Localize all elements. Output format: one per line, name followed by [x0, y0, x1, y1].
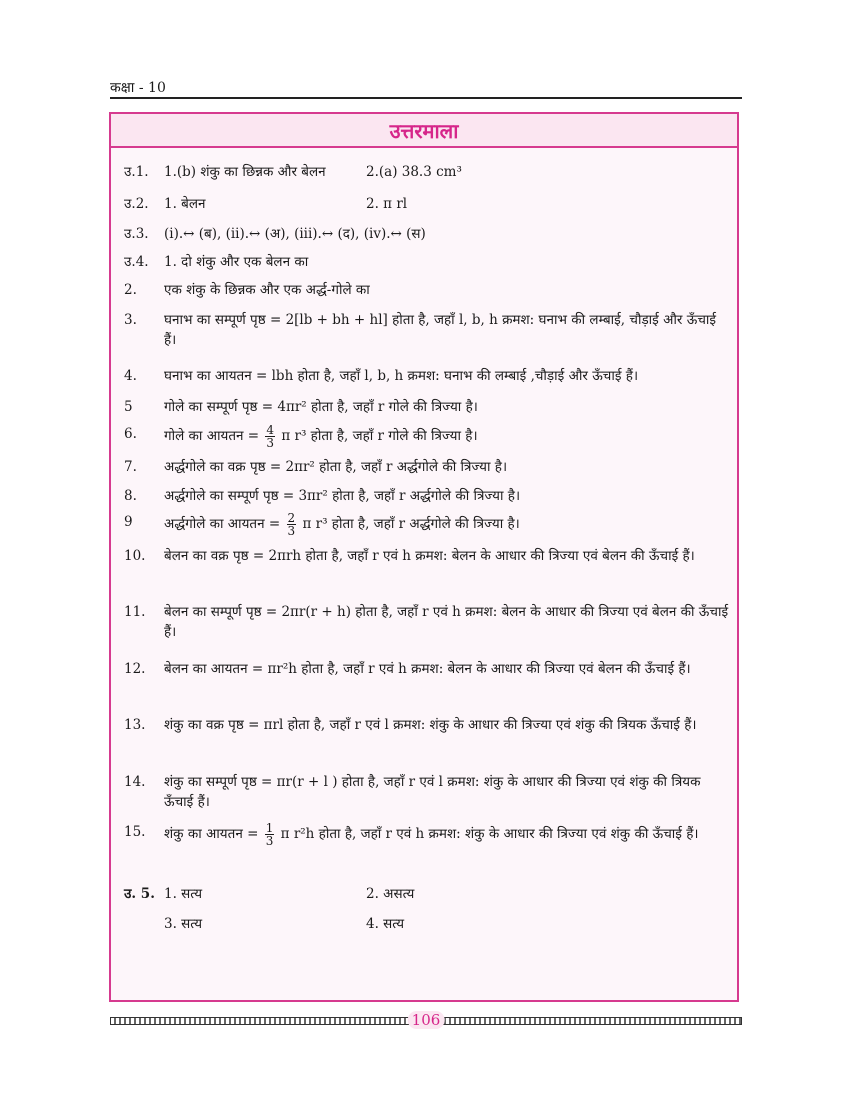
formula-prefix: शंकु का आयतन =: [164, 826, 259, 842]
row-text: [164, 822, 730, 847]
header-rule: [110, 97, 742, 99]
row-number: 9: [124, 514, 133, 530]
row-text: अर्द्धगोले का सम्पूर्ण पृष्ठ = 3πr² होता है, जहाँ r अर्द्धगोले की त्रिज्या है।: [164, 488, 521, 504]
page-number: 106: [408, 1011, 445, 1029]
fraction-numerator: 2: [287, 511, 296, 525]
fraction: [287, 512, 297, 537]
fraction-denominator: 3: [266, 436, 275, 450]
row-text: शंकु का वक्र पृष्ठ = πrl होता है, जहाँ r एवं l क्रमश: शंकु के आधार की त्रिज्या एवं शंकु की त्रियक ऊँचाई हैं।: [164, 717, 697, 733]
row-number: 12.: [124, 661, 146, 677]
row-text: (i).↔ (ब), (ii).↔ (अ), (iii).↔ (द), (iv).↔ (स): [164, 226, 426, 242]
row-text: घनाभ का आयतन = lbh होता है, जहाँ l, b, h क्रमश: घनाभ की लम्बाई ,चौड़ाई और ऊँचाई हैं।: [164, 368, 639, 384]
row-text: एक शंकु के छिन्नक और एक अर्द्ध-गोले का: [164, 282, 370, 298]
row-text: बेलन का वक्र पृष्ठ = 2πrh होता है, जहाँ r एवं h क्रमश: बेलन के आधार की त्रिज्या एवं बेलन की ऊँचाई हैं।: [164, 548, 695, 564]
row-number: 8.: [124, 488, 137, 504]
row-text: 1.(b) शंकु का छिन्नक और बेलन: [164, 164, 326, 180]
title-bar: [111, 114, 737, 148]
row-text: घनाभ का सम्पूर्ण पृष्ठ = 2[lb + bh + hl] होता है, जहाँ l, b, h क्रमश: घनाभ की लम्बाई, चौड़ाई और ऊँचाई हैं।: [164, 312, 717, 348]
row-number: 2.: [124, 282, 137, 298]
q5-item: 3. सत्य: [164, 916, 203, 932]
row-number: 3.: [124, 312, 137, 328]
row-text: अर्द्धगोले का वक्र पृष्ठ = 2πr² होता है, जहाँ r अर्द्धगोले की त्रिज्या है।: [164, 459, 508, 475]
answer-key-title: उत्तरमाला: [389, 118, 459, 143]
fraction-numerator: 1: [265, 821, 274, 835]
fraction: [265, 424, 275, 449]
row-number: उ.4.: [124, 254, 149, 270]
row-text: गोले का सम्पूर्ण पृष्ठ = 4πr² होता है, जहाँ r गोले की त्रिज्या है।: [164, 399, 478, 415]
row-number: 14.: [124, 774, 146, 790]
row-number: 7.: [124, 459, 137, 475]
fraction-numerator: 4: [266, 423, 275, 437]
row-number: उ.2.: [124, 196, 149, 212]
row-text: 1. बेलन: [164, 196, 206, 212]
formula-suffix: π r³ होता है, जहाँ r अर्द्धगोले की त्रिज्या है।: [302, 516, 520, 532]
fraction-denominator: 3: [287, 524, 296, 538]
row-text: [164, 424, 730, 449]
class-header: कक्षा - 10: [110, 80, 166, 96]
q5-item: 4. सत्य: [366, 916, 405, 932]
q5-item: 1. सत्य: [164, 886, 203, 902]
row-number: उ.1.: [124, 164, 149, 180]
row-text: [164, 512, 730, 537]
row-number: उ.3.: [124, 226, 149, 242]
row-col2: 2.(a) 38.3 cm³: [366, 164, 462, 180]
fraction: [265, 822, 275, 847]
row-number: 11.: [124, 604, 146, 620]
row-text: 1. दो शंकु और एक बेलन का: [164, 254, 309, 270]
formula-prefix: अर्द्धगोले का आयतन =: [164, 516, 281, 532]
page-footer: [110, 1011, 742, 1029]
row-number: 10.: [124, 548, 146, 564]
row-text: बेलन का आयतन = πr²h होता है, जहाँ r एवं h क्रमश: बेलन के आधार की त्रिज्या एवं बेलन की ऊँचाई हैं।: [164, 661, 691, 677]
q5-item: 2. असत्य: [366, 886, 415, 902]
formula-suffix: π r²h होता है, जहाँ r एवं h क्रमश: शंकु के आधार की त्रिज्या एवं शंकु की ऊँचाई हैं।: [280, 826, 699, 842]
row-number: उ. 5.: [124, 886, 155, 902]
row-text: बेलन का सम्पूर्ण पृष्ठ = 2πr(r + h) होता है, जहाँ r एवं h क्रमश: बेलन के आधार की त्रिज्या एवं बेलन की ऊँचाई हैं।: [164, 604, 729, 640]
formula-prefix: गोले का आयतन =: [164, 428, 260, 444]
row-number: 6.: [124, 426, 137, 442]
row-number: 5: [124, 399, 133, 415]
answer-box: [109, 112, 739, 1002]
row-number: 15.: [124, 824, 146, 840]
row-number: 13.: [124, 717, 146, 733]
row-number: 4.: [124, 368, 137, 384]
row-col2: 2. π rl: [366, 196, 408, 212]
fraction-denominator: 3: [265, 834, 274, 848]
row-text: शंकु का सम्पूर्ण पृष्ठ = πr(r + l ) होता है, जहाँ r एवं l क्रमश: शंकु के आधार की त्रिज्या एवं शंकु की त्रियक ऊँचाई हैं।: [164, 774, 701, 810]
formula-suffix: π r³ होता है, जहाँ r गोले की त्रिज्या है।: [281, 428, 478, 444]
